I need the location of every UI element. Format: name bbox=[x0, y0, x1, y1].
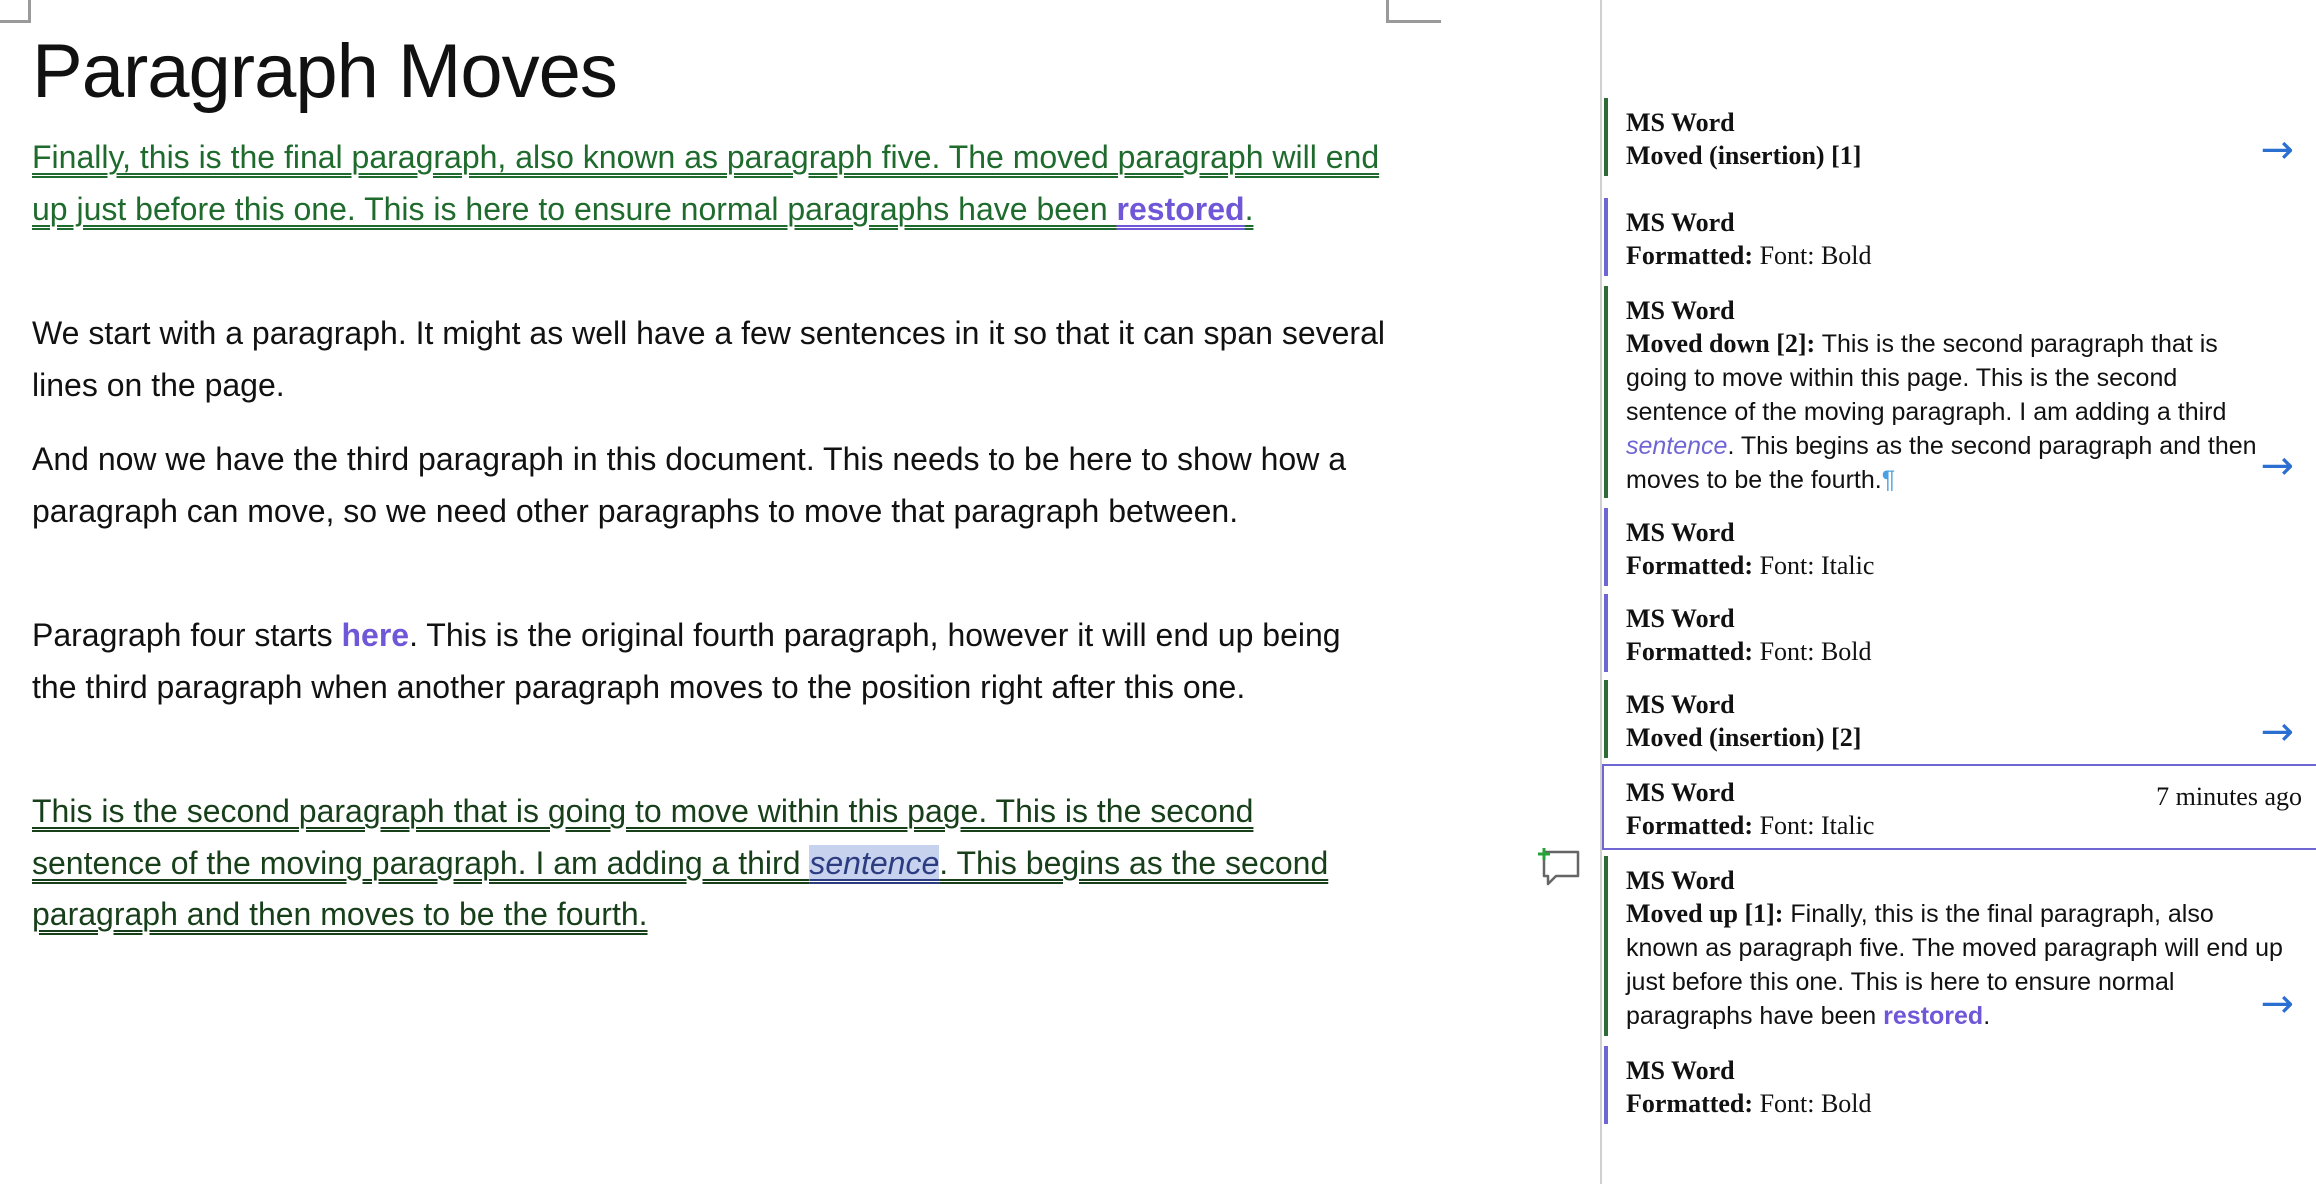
revision-type: Formatted: bbox=[1626, 811, 1754, 840]
revision-card[interactable] bbox=[1604, 856, 2302, 1036]
revision-author: MS Word bbox=[1626, 1056, 1735, 1085]
moved-text[interactable]: Finally, this is the final paragraph, also known as paragraph five. The moved paragraph will end up just before this one. This is here to ensure normal paragraphs have been bbox=[32, 139, 1380, 227]
revision-author: MS Word bbox=[1626, 778, 1735, 807]
revision-author: MS Word bbox=[1626, 866, 1735, 895]
revision-card[interactable] bbox=[1604, 680, 2302, 758]
paragraph-text[interactable]: . This is the original fourth paragraph, however it will end up being the third paragraph when another paragraph moves to the position right after this one. bbox=[32, 617, 1341, 705]
revision-card-selected[interactable] bbox=[1602, 764, 2316, 850]
page-corner-mark bbox=[1386, 0, 1441, 23]
revision-bar bbox=[1604, 98, 1608, 176]
revision-excerpt-bold: restored bbox=[1883, 1002, 1984, 1030]
bold-text[interactable]: restored bbox=[1116, 190, 1245, 227]
moved-text[interactable]: This is the second paragraph that is going to move within this page. This is the second sentence of the moving paragraph. I am adding a third bbox=[32, 793, 1254, 881]
revision-bar bbox=[1604, 198, 1608, 276]
revision-type: Formatted: bbox=[1626, 241, 1754, 270]
revision-bar bbox=[1604, 856, 1608, 1036]
revision-card[interactable] bbox=[1604, 1046, 2302, 1124]
revision-detail: Font: Italic bbox=[1753, 551, 1875, 580]
revision-excerpt: This is the second paragraph that is going to move within this page. This is the second sentence of the moving paragraph. I am adding a third bbox=[1626, 330, 2227, 426]
revision-type: Formatted: bbox=[1626, 637, 1754, 666]
revision-detail: Font: Bold bbox=[1753, 637, 1872, 666]
revision-detail: Font: Bold bbox=[1753, 241, 1872, 270]
paragraph-one[interactable]: We start with a paragraph. It might as well have a few sentences in it so that it can span several lines on the page. bbox=[32, 315, 1385, 403]
revision-type: Formatted: bbox=[1626, 551, 1754, 580]
revision-timestamp: 7 minutes ago bbox=[2156, 782, 2302, 811]
revision-bar bbox=[1604, 1046, 1608, 1124]
paragraph-text[interactable]: Paragraph four starts bbox=[32, 617, 342, 653]
page-title[interactable]: Paragraph Moves bbox=[32, 29, 617, 114]
revision-detail: Font: Italic bbox=[1753, 811, 1875, 840]
revision-excerpt: Finally, this is the final paragraph, also known as paragraph five. The moved paragraph will end up just before this one. This is here to ensure normal paragraphs have been bbox=[1626, 900, 2283, 1030]
arrow-right-icon[interactable]: → bbox=[2260, 709, 2294, 755]
paragraph-four[interactable] bbox=[32, 610, 1392, 713]
revision-card[interactable] bbox=[1604, 98, 2302, 176]
new-comment-icon[interactable] bbox=[1534, 844, 1582, 888]
revision-type: Moved (insertion) [1] bbox=[1626, 141, 1862, 170]
page-corner-mark bbox=[0, 0, 31, 23]
moved-text[interactable]: . This begins as the second paragraph and then moves to be the fourth. bbox=[32, 844, 1329, 932]
arrow-right-icon[interactable]: → bbox=[2260, 127, 2294, 173]
pilcrow-mark: ¶ bbox=[1881, 466, 1896, 494]
revision-author: MS Word bbox=[1626, 604, 1735, 633]
revision-author: MS Word bbox=[1626, 518, 1735, 547]
revision-author: MS Word bbox=[1626, 208, 1735, 237]
paragraph-moved-two[interactable] bbox=[32, 786, 1392, 941]
revision-bar bbox=[1604, 286, 1608, 498]
revision-type: Moved (insertion) [2] bbox=[1626, 723, 1862, 752]
revision-bar bbox=[1604, 594, 1608, 672]
revision-type: Moved down [2]: bbox=[1626, 329, 1816, 358]
revision-excerpt: . This begins as the second paragraph and then moves to be the fourth. bbox=[1626, 432, 2257, 494]
revision-type: Moved up [1]: bbox=[1626, 899, 1784, 928]
revision-type: Formatted: bbox=[1626, 1089, 1754, 1118]
revision-bar bbox=[1604, 508, 1608, 586]
arrow-right-icon[interactable]: → bbox=[2260, 981, 2294, 1027]
revisions-pane bbox=[1600, 0, 2316, 1184]
bold-text[interactable]: here bbox=[341, 617, 410, 653]
revision-card[interactable] bbox=[1604, 508, 2302, 586]
revision-bar bbox=[1604, 680, 1608, 758]
arrow-right-icon[interactable]: → bbox=[2260, 443, 2294, 489]
revision-card[interactable] bbox=[1604, 286, 2302, 498]
selected-italic-text[interactable]: sentence bbox=[809, 844, 940, 881]
revision-excerpt: . bbox=[1983, 1002, 1991, 1030]
revision-author: MS Word bbox=[1626, 296, 1735, 325]
revision-author: MS Word bbox=[1626, 108, 1735, 137]
revision-card[interactable] bbox=[1604, 594, 2302, 672]
revision-excerpt-italic: sentence bbox=[1626, 432, 1728, 460]
paragraph-three[interactable]: And now we have the third paragraph in this document. This needs to be here to show how a paragraph can move, so we need other paragraphs to move that paragraph between. bbox=[32, 441, 1346, 529]
revision-detail: Font: Bold bbox=[1753, 1089, 1872, 1118]
revision-card[interactable] bbox=[1604, 198, 2302, 276]
moved-text-tail[interactable]: . bbox=[1244, 190, 1254, 227]
paragraph-moved-five[interactable] bbox=[32, 132, 1392, 235]
revision-author: MS Word bbox=[1626, 690, 1735, 719]
